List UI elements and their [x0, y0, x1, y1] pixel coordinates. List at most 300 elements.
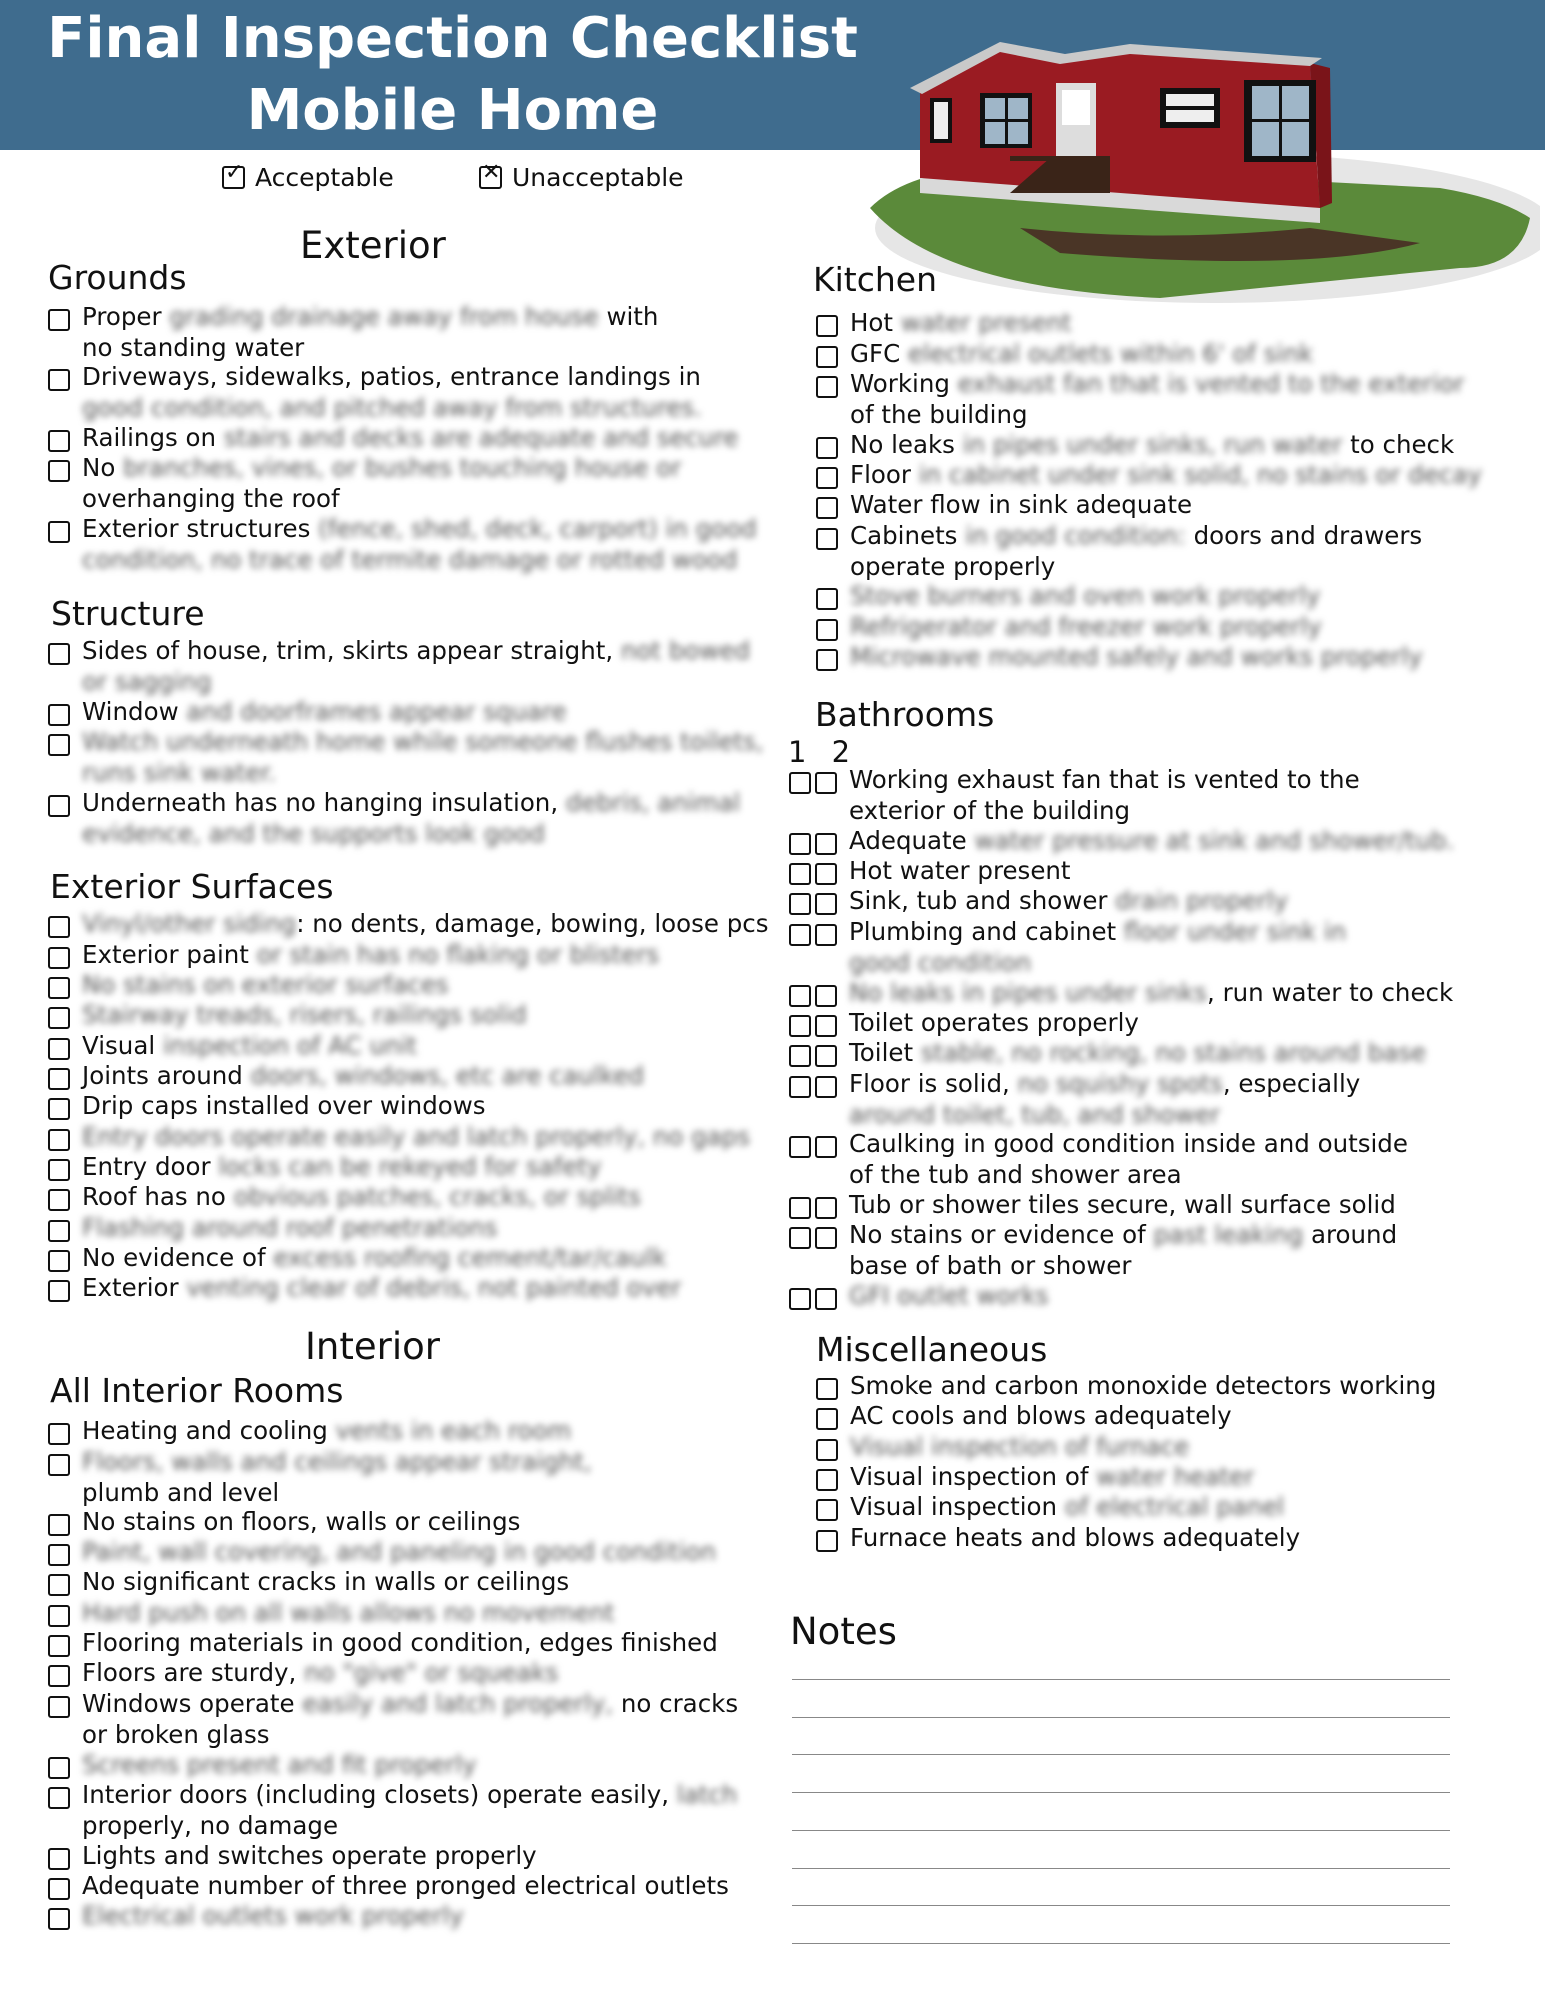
checkbox[interactable]: [816, 1439, 838, 1461]
checkbox[interactable]: [815, 924, 837, 946]
blurred-text: GFI outlet works: [849, 1281, 1049, 1310]
checkbox-group: [816, 1469, 838, 1491]
checkbox[interactable]: [48, 1423, 70, 1445]
checklist-item: [48, 970, 449, 1001]
checklist-item-text: [850, 1462, 1254, 1493]
checkbox[interactable]: [816, 315, 838, 337]
checkbox-group: [48, 947, 70, 969]
checkbox[interactable]: [816, 588, 838, 610]
checkbox[interactable]: [48, 947, 70, 969]
checkbox[interactable]: [816, 376, 838, 398]
checkbox[interactable]: [816, 528, 838, 550]
all-interior-rooms-heading: All Interior Rooms: [50, 1371, 344, 1410]
checklist-item-text: [850, 369, 1464, 430]
blurred-text: venting clear of debris, not painted over: [186, 1273, 682, 1302]
checkbox[interactable]: [48, 1159, 70, 1181]
checkbox[interactable]: [48, 1665, 70, 1687]
checklist-item-text: [82, 636, 750, 697]
checkbox[interactable]: [789, 1227, 811, 1249]
blurred-text: in cabinet under sink solid, no stains or decay: [918, 460, 1482, 489]
checkbox[interactable]: [815, 893, 837, 915]
checkbox-group: [48, 734, 70, 756]
checklist-item: [816, 1371, 1436, 1402]
checkbox-group: [48, 1454, 70, 1476]
checkbox[interactable]: [48, 1757, 70, 1779]
checklist-item: [48, 1213, 497, 1244]
blurred-text: No leaks in pipes under sinks: [849, 978, 1207, 1007]
item-text: Plumbing and cabinet: [849, 917, 1124, 946]
checkbox-group: [48, 1159, 70, 1181]
checkbox[interactable]: [48, 704, 70, 726]
checklist-item: [789, 978, 1453, 1009]
checkbox[interactable]: [48, 1007, 70, 1029]
checkbox[interactable]: [789, 924, 811, 946]
notes-line[interactable]: [792, 1830, 1450, 1831]
page-title-line1: Final Inspection Checklist: [47, 6, 858, 71]
checklist-item-text: [82, 1152, 602, 1183]
checklist-item-text: [82, 1567, 569, 1598]
item-text: Exterior: [82, 1273, 187, 1302]
checklist-item: [48, 453, 681, 514]
item-text: Toilet operates properly: [849, 1008, 1139, 1037]
item-text: around base of bath or shower: [849, 1220, 1398, 1280]
checklist-item-text: [82, 1273, 681, 1304]
item-text: Floor: [850, 460, 919, 489]
blurred-text: locks can be rekeyed for safety: [218, 1152, 602, 1181]
checkbox[interactable]: [815, 985, 837, 1007]
checklist-item: [816, 1492, 1284, 1523]
checklist-item: [816, 339, 1313, 370]
checkbox[interactable]: [48, 1189, 70, 1211]
checklist-item: [789, 1038, 1426, 1069]
checklist-item-text: [82, 1841, 537, 1872]
checkbox-group: [816, 437, 838, 459]
checklist-item: [816, 1401, 1232, 1432]
item-text: Exterior paint: [82, 940, 257, 969]
checklist-item: [789, 1069, 1360, 1130]
checkbox[interactable]: [815, 1227, 837, 1249]
item-text: overhanging the roof: [82, 483, 340, 513]
checkbox-group: [789, 1076, 837, 1098]
checkbox[interactable]: [815, 1045, 837, 1067]
checkbox-group: [48, 1250, 70, 1272]
checkbox[interactable]: [815, 772, 837, 794]
checklist-item-text: [849, 1038, 1426, 1069]
item-text: doors and drawers operate properly: [850, 521, 1423, 581]
checkbox[interactable]: [48, 521, 70, 543]
checkbox[interactable]: [789, 1197, 811, 1219]
checklist-item: [48, 1122, 750, 1153]
checklist-item: [816, 612, 1322, 643]
checklist-item: [816, 1462, 1254, 1493]
blurred-text: doors, windows, etc are caulked: [250, 1061, 644, 1090]
checkbox[interactable]: [815, 833, 837, 855]
checklist-item: [48, 909, 769, 940]
checklist-item-text: [82, 1871, 729, 1902]
checklist-item-text: [82, 1537, 716, 1568]
item-text: Flooring materials in good condition, edges finished: [82, 1628, 718, 1657]
checklist-item: [789, 1190, 1396, 1221]
checklist-item: [789, 856, 1071, 887]
checklist-item-text: [82, 1000, 527, 1031]
item-text: , especially: [1222, 1069, 1361, 1098]
checklist-item-text: [849, 1281, 1049, 1312]
checklist-item-text: [82, 1507, 520, 1538]
checkbox[interactable]: [48, 977, 70, 999]
checklist-item-text: [850, 521, 1422, 582]
checkbox-group: [789, 1136, 837, 1158]
exterior-heading: Exterior: [300, 224, 446, 267]
checklist-item: [48, 727, 764, 788]
item-text: , run water to check: [1207, 978, 1454, 1007]
checkbox[interactable]: [816, 437, 838, 459]
checkbox[interactable]: [48, 1068, 70, 1090]
checkbox[interactable]: [816, 619, 838, 641]
checkbox-group: [48, 1068, 70, 1090]
blurred-text: latch: [676, 1780, 738, 1809]
notes-line[interactable]: [792, 1905, 1450, 1906]
checkbox[interactable]: [815, 1015, 837, 1037]
notes-line[interactable]: [792, 1754, 1450, 1755]
blurred-text: Refrigerator and freezer work properly: [850, 612, 1322, 641]
checkbox[interactable]: [789, 1136, 811, 1158]
checkbox[interactable]: [48, 1514, 70, 1536]
checklist-item-text: [850, 1492, 1284, 1523]
checkbox[interactable]: [48, 643, 70, 665]
item-text: Cabinets: [850, 521, 966, 550]
checkbox[interactable]: [789, 985, 811, 1007]
checkbox-group: [789, 863, 837, 885]
blurred-text: stairs and decks are adequate and secure: [223, 423, 739, 452]
blurred-text: obvious patches, cracks, or splits: [233, 1182, 641, 1211]
checkbox-group: [789, 1288, 837, 1310]
checklist-item-text: [82, 1182, 641, 1213]
checklist-item-text: [850, 460, 1482, 491]
notes-line[interactable]: [792, 1792, 1450, 1793]
checklist-item-text: [850, 430, 1454, 461]
item-text: Tub or shower tiles secure, wall surface solid: [849, 1190, 1396, 1219]
checkbox-group: [48, 1129, 70, 1151]
checkbox[interactable]: [48, 1544, 70, 1566]
checkbox[interactable]: [789, 1288, 811, 1310]
checklist-item-text: [850, 1523, 1300, 1554]
checkbox[interactable]: [48, 1878, 70, 1900]
checklist-item: [48, 1901, 464, 1932]
checklist-item-text: [82, 1091, 486, 1122]
checkbox[interactable]: [815, 1076, 837, 1098]
notes-line[interactable]: [792, 1868, 1450, 1869]
checkbox-group: [48, 1098, 70, 1120]
checkbox-group: [48, 977, 70, 999]
checkbox[interactable]: [48, 1220, 70, 1242]
checklist-item-text: [850, 581, 1320, 612]
checklist-item-text: [850, 490, 1192, 521]
checkbox[interactable]: [48, 916, 70, 938]
blurred-text: stable, no rocking, no stains around base: [920, 1038, 1427, 1067]
item-text: No evidence of: [82, 1243, 274, 1272]
checkbox-group: [48, 1280, 70, 1302]
blurred-text: Electrical outlets work properly: [82, 1901, 464, 1930]
checkbox-group: [816, 528, 838, 550]
item-text: Proper: [82, 302, 170, 331]
checkbox[interactable]: [815, 863, 837, 885]
checkbox-group: [48, 1220, 70, 1242]
checkbox-group: [816, 649, 838, 671]
blurred-text: in pipes under sinks, run water: [962, 430, 1343, 459]
item-text: Roof has no: [82, 1182, 234, 1211]
checkbox-group: [48, 1757, 70, 1779]
checklist-item-text: [849, 1069, 1360, 1130]
checklist-item: [789, 917, 1346, 978]
checklist-item: [816, 581, 1320, 612]
checkbox-group: [48, 1574, 70, 1596]
checklist-item-text: [82, 514, 757, 575]
checklist-item-text: [849, 1008, 1139, 1039]
item-text: with no standing water: [82, 302, 659, 362]
checklist-item-text: [849, 1190, 1396, 1221]
checklist-item-text: [82, 1243, 667, 1274]
checkbox[interactable]: [816, 1499, 838, 1521]
checkbox[interactable]: [789, 1076, 811, 1098]
checkbox-group: [48, 369, 70, 391]
checkbox[interactable]: [816, 497, 838, 519]
checkbox[interactable]: [48, 1129, 70, 1151]
blurred-text: drain properly: [1115, 886, 1289, 915]
blurred-text: exhaust fan that is vented to the exterior: [957, 369, 1465, 398]
checklist-item: [48, 1750, 477, 1781]
checkbox[interactable]: [48, 460, 70, 482]
checkbox-group: [48, 521, 70, 543]
checklist-item-text: [82, 1780, 737, 1841]
blurred-text: water heater: [1096, 1462, 1255, 1491]
item-text: : no dents, damage, bowing, loose pcs: [296, 909, 769, 938]
blurred-text: Hard push on all walls allows no movement: [82, 1598, 615, 1627]
checkbox[interactable]: [816, 467, 838, 489]
checklist-item-text: [849, 856, 1071, 887]
checklist-item-text: [850, 642, 1423, 673]
item-text: Sink, tub and shower: [849, 886, 1116, 915]
checklist-item: [816, 369, 1464, 430]
checkbox-group: [48, 430, 70, 452]
blurred-text: Entry doors operate easily and latch properly, no gaps: [82, 1122, 750, 1151]
notes-line[interactable]: [792, 1717, 1450, 1718]
notes-line[interactable]: [792, 1943, 1450, 1944]
checklist-item: [48, 1152, 602, 1183]
checkbox-group: [789, 893, 837, 915]
item-text: of the building: [850, 399, 1028, 429]
checklist-item-text: [849, 1220, 1397, 1281]
checklist-item-text: [850, 339, 1313, 370]
blurred-text: no "give" or squeaks: [304, 1658, 559, 1687]
checkbox[interactable]: [48, 369, 70, 391]
checkbox[interactable]: [815, 1197, 837, 1219]
checklist-item: [789, 886, 1288, 917]
checklist-item-text: [849, 978, 1453, 1009]
checkbox[interactable]: [789, 893, 811, 915]
checklist-item: [789, 765, 1360, 826]
checklist-item: [48, 940, 659, 971]
blurred-text: water present: [900, 308, 1072, 337]
checkbox-group: [48, 1189, 70, 1211]
checklist-item-text: [850, 308, 1072, 339]
item-text: Floor is solid,: [849, 1069, 1018, 1098]
kitchen-heading: Kitchen: [813, 260, 938, 299]
item-text: Lights and switches operate properly: [82, 1841, 537, 1870]
blurred-text: Visual inspection of furnace: [850, 1432, 1190, 1461]
checklist-item-text: [82, 909, 769, 940]
checklist-item-text: [82, 1901, 464, 1932]
checkbox-group: [48, 1038, 70, 1060]
checkbox[interactable]: [48, 734, 70, 756]
checklist-item-text: [82, 697, 567, 728]
checklist-item-text: [82, 1750, 477, 1781]
checkbox[interactable]: [816, 1469, 838, 1491]
blurred-text: not bowed or sagging: [82, 636, 751, 696]
item-text: Interior doors (including closets) operate easily,: [82, 1780, 677, 1809]
checkbox[interactable]: [48, 1848, 70, 1870]
checklist-item: [48, 1780, 737, 1841]
checklist-item: [48, 788, 740, 849]
checkbox[interactable]: [816, 1378, 838, 1400]
checkbox-group: [48, 1544, 70, 1566]
checklist-item: [48, 1061, 644, 1092]
checkbox[interactable]: [816, 1408, 838, 1430]
checklist-item: [816, 1432, 1189, 1463]
blurred-text: inspection of AC unit: [162, 1031, 417, 1060]
checkbox[interactable]: [48, 1574, 70, 1596]
checklist-item-text: [82, 1447, 592, 1508]
checkbox-group: [48, 1848, 70, 1870]
blurred-text: easily and latch properly,: [302, 1689, 614, 1718]
item-text: no cracks or broken glass: [82, 1689, 739, 1749]
item-text: Railings on: [82, 423, 224, 452]
checkbox[interactable]: [815, 1136, 837, 1158]
checklist-item-text: [82, 302, 658, 363]
checkbox[interactable]: [48, 1787, 70, 1809]
checkbox-group: [48, 1878, 70, 1900]
checkbox-group: [816, 315, 838, 337]
checklist-item: [48, 362, 702, 423]
checklist-item-text: [82, 727, 764, 788]
checklist-item: [816, 521, 1422, 582]
checkbox[interactable]: [48, 795, 70, 817]
checklist-item-text: [82, 1061, 644, 1092]
checklist-item: [48, 1871, 729, 1902]
checklist-item-text: [82, 788, 740, 849]
checkbox[interactable]: [48, 1038, 70, 1060]
checkbox[interactable]: [789, 863, 811, 885]
x-box-icon: ✕: [479, 166, 502, 189]
checklist-item: [48, 1182, 641, 1213]
checklist-item: [789, 1129, 1408, 1190]
legend-unacceptable: [479, 160, 684, 192]
checkbox[interactable]: [816, 346, 838, 368]
blurred-text: Microwave mounted safely and works properly: [850, 642, 1423, 671]
checklist-item: [816, 308, 1072, 339]
item-text: properly, no damage: [82, 1810, 339, 1840]
checklist-item: [48, 1841, 537, 1872]
checkbox[interactable]: [789, 833, 811, 855]
checklist-item: [48, 1507, 520, 1538]
checklist-item-text: [82, 1416, 571, 1447]
checkbox[interactable]: [815, 1288, 837, 1310]
checkbox-group: [48, 309, 70, 331]
checkbox[interactable]: [789, 1015, 811, 1037]
checklist-item: [48, 1091, 486, 1122]
checklist-item: [48, 1243, 667, 1274]
blurred-text: Flashing around roof penetrations: [82, 1213, 498, 1242]
checkbox-group: [48, 916, 70, 938]
blurred-text: grading drainage away from house: [169, 302, 599, 331]
checklist-item: [816, 430, 1454, 461]
item-text: Visual: [82, 1031, 163, 1060]
checkbox[interactable]: [48, 1696, 70, 1718]
checkbox[interactable]: [48, 309, 70, 331]
checklist-item-text: [850, 1371, 1436, 1402]
checkbox-group: [48, 1665, 70, 1687]
checkbox[interactable]: [48, 1098, 70, 1120]
checklist-item-text: [82, 1213, 497, 1244]
notes-line[interactable]: [792, 1679, 1450, 1680]
blurred-text: good condition, and pitched away from structures.: [82, 392, 702, 422]
checkbox[interactable]: [48, 1635, 70, 1657]
checkbox[interactable]: [48, 1605, 70, 1627]
checkbox[interactable]: [816, 1530, 838, 1552]
checkbox[interactable]: [48, 430, 70, 452]
checklist-item: [48, 1416, 571, 1447]
bathroom-columns-label: 1 2: [788, 735, 859, 769]
checkbox-group: [816, 497, 838, 519]
checklist-item-text: [82, 940, 659, 971]
item-text: Caulking in good condition inside and outside of the tub and shower area: [849, 1129, 1408, 1189]
checkbox[interactable]: [816, 649, 838, 671]
checkbox-group: [789, 924, 837, 946]
checkbox-group: [816, 1530, 838, 1552]
checkbox[interactable]: [789, 772, 811, 794]
checklist-item-text: [850, 1432, 1189, 1463]
checkbox[interactable]: [48, 1454, 70, 1476]
checkbox[interactable]: [789, 1045, 811, 1067]
blurred-text: in good condition:: [965, 521, 1186, 550]
item-text: Hot: [850, 308, 901, 337]
checklist-item: [789, 1281, 1049, 1312]
checklist-item-text: [849, 826, 1454, 857]
blurred-text: past leaking: [1153, 1220, 1304, 1249]
checklist-item: [48, 1598, 615, 1629]
legend-acceptable: [222, 160, 394, 192]
checklist-item: [816, 642, 1423, 673]
checkbox[interactable]: [48, 1280, 70, 1302]
item-text: Smoke and carbon monoxide detectors working: [850, 1371, 1437, 1400]
blurred-text: Stairway treads, risers, railings solid: [82, 1000, 527, 1029]
item-text: Driveways, sidewalks, patios, entrance landings in: [82, 362, 701, 391]
checklist-item: [48, 1567, 569, 1598]
blurred-text: Paint, wall covering, and paneling in good condition: [82, 1537, 717, 1566]
grounds-heading: Grounds: [48, 258, 187, 297]
item-text: to check: [1342, 430, 1455, 459]
item-text: plumb and level: [82, 1477, 280, 1507]
checklist-item: [789, 826, 1454, 857]
item-text: Windows operate: [82, 1689, 303, 1718]
notes-heading: Notes: [790, 1610, 897, 1653]
checkbox[interactable]: [48, 1908, 70, 1930]
checklist-item: [48, 1000, 527, 1031]
checkbox-group: [48, 460, 70, 482]
checklist-item: [816, 460, 1482, 491]
checkbox[interactable]: [48, 1250, 70, 1272]
item-text: No significant cracks in walls or ceilings: [82, 1567, 570, 1596]
checklist-item-text: [82, 453, 681, 514]
